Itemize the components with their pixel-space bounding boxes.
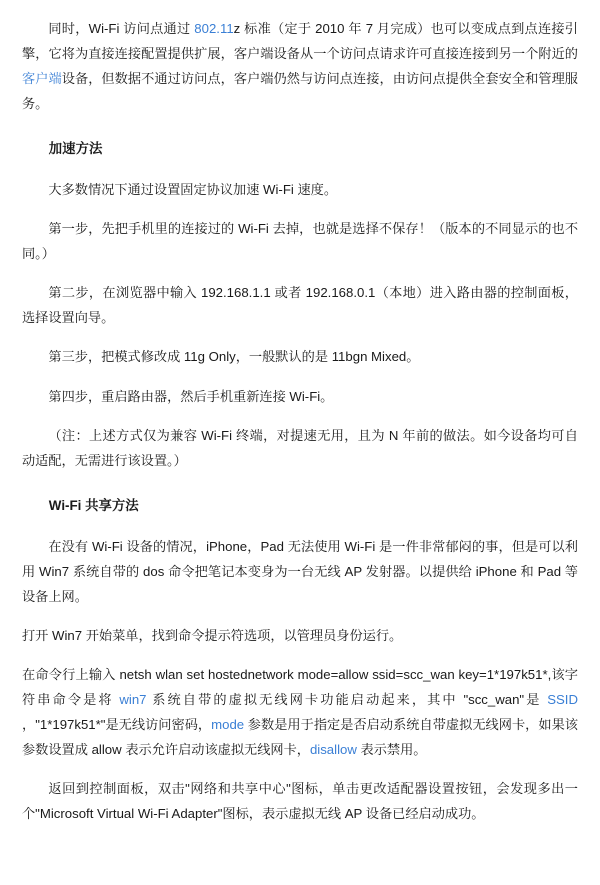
paragraph-share-open-menu: 打开 Win7 开始菜单，找到命令提示符选项，以管理员身份运行。: [22, 627, 403, 643]
text-run: 系统自带的虚拟无线网卡功能启动起来，其中 "scc_wan"是: [146, 691, 548, 707]
section-heading-share: Wi-Fi 共享方法: [48, 497, 139, 513]
paragraph-intro-wifi-access-point: [22, 16, 578, 116]
text-run: 参数是用于指定是否启动系统自带虚拟无线网卡，如果该参数设置成 allow 表示允许启动该虚拟无线网卡，: [22, 717, 578, 758]
paragraph-speedup-note: （注：上述方式仅为兼容 Wi-Fi 终端，对提速无用，且为 N 年前的做法。如今设备均可自动适配，无需进行该设置。）: [22, 427, 578, 468]
paragraph-speedup-intro: 大多数情况下通过设置固定协议加速 Wi-Fi 速度。: [48, 182, 338, 198]
paragraph-step-3: 第三步，把模式修改成 11g Only，一般默认的是 11bgn Mixed。: [48, 349, 420, 365]
paragraph-step-4: 第四步，重启路由器，然后手机重新连接 Wi-Fi。: [48, 388, 334, 404]
link-ssid[interactable]: SSID: [547, 691, 578, 707]
paragraph-share-intro: 在没有 Wi-Fi 设备的情况，iPhone，Pad 无法使用 Wi-Fi 是一件非常郁闷的事，但是可以利用 Win7 系统自带的 dos 命令把笔记本变身为一台无线 AP 发射器。以提供给 iPhone 和 Pad 等设备上网。: [22, 538, 578, 604]
link-disallow[interactable]: disallow: [309, 742, 357, 758]
link-802-11[interactable]: 802.11: [194, 21, 234, 36]
section-heading-speedup: 加速方法: [48, 141, 103, 157]
text-run: z 标准（定于 2010 年 7 月完成）也可以变成点到点连接引擎，它将为直接连接配置提供扩展，客户端设备从一个访问点请求许可直接连接到另一个附近的: [22, 21, 578, 62]
paragraph-share-result: 返回到控制面板，双击"网络和共享中心"图标，单击更改适配器设置按钮，会发现多出一个"Microsoft Virtual Wi-Fi Adapter"图标，表示虚拟无线 AP 设备已经启动成功。: [22, 781, 578, 822]
text-run: 在命令行上输入 netsh wlan set hostednetwork mode=allow ssid=scc_wan key=1*197k51*,该字符串命令是将: [22, 666, 578, 707]
paragraph-step-1: 第一步，先把手机里的连接过的 Wi-Fi 去掉，也就是选择不保存！（版本的不同显示的也不同。）: [22, 221, 578, 262]
link-win7[interactable]: win7: [119, 691, 147, 707]
text-run: ，"1*197k51*"是无线访问密码，: [22, 717, 212, 733]
text-run: 设备，但数据不通过访问点，客户端仍然与访问点连接，由访问点提供全套安全和管理服务。: [22, 71, 578, 112]
paragraph-step-2: 第二步，在浏览器中输入 192.168.1.1 或者 192.168.0.1（本地）进入路由器的控制面板，选择设置向导。: [22, 285, 578, 326]
link-client-device[interactable]: 客户端: [22, 71, 62, 87]
text-run: 表示禁用。: [356, 742, 427, 758]
text-run: 同时，Wi-Fi 访问点通过: [48, 21, 195, 36]
paragraph-share-command: [22, 662, 578, 762]
link-mode[interactable]: mode: [211, 717, 245, 733]
